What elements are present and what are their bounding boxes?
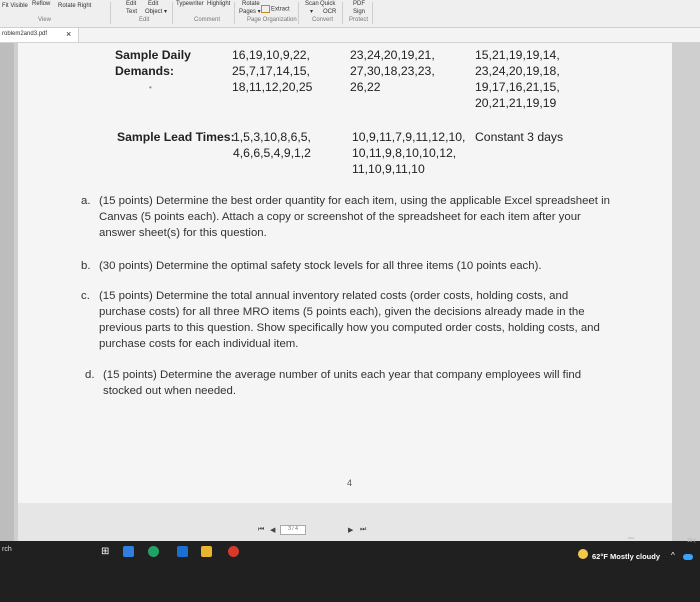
previous-page-icon[interactable]: ◀: [270, 527, 276, 534]
edit-object-button[interactable]: Object ▾: [145, 9, 168, 15]
question-b: [81, 258, 651, 276]
demand-line: 23,24,20,19,21,: [350, 48, 435, 62]
bullet-mark: •: [149, 83, 152, 92]
extract-icon: [261, 5, 270, 13]
question-line: Canvas (5 points each). Attach a copy or screenshot of the spreadsheet for each item after your: [99, 211, 581, 223]
clock-fragment[interactable]: 10:(: [687, 538, 696, 544]
scan-dropdown[interactable]: ▾: [310, 9, 314, 15]
pdf-sign-button-top[interactable]: PDF: [353, 1, 365, 7]
chevron-up-icon[interactable]: ^: [671, 551, 675, 560]
demand-line: 26,22: [350, 80, 381, 94]
question-letter: a.: [81, 195, 91, 207]
demand-line: 15,21,19,19,14,: [475, 48, 560, 62]
rotate-pages-button-top[interactable]: Rotate: [242, 1, 260, 7]
question-letter: d.: [85, 369, 95, 381]
file-explorer-icon[interactable]: [201, 546, 212, 557]
edit-group-label: Edit: [139, 17, 150, 23]
rotate-pages-button[interactable]: Pages ▾: [239, 9, 261, 15]
lead-column-2: [352, 129, 465, 177]
lead-line: 10,9,11,7,9,11,12,10,: [352, 130, 466, 144]
next-page-icon[interactable]: ▶: [348, 527, 354, 534]
demands-label-1: Sample Daily: [115, 48, 191, 62]
rotate-right-button[interactable]: Rotate Right: [58, 3, 92, 9]
edit-object-button-top[interactable]: Edit: [148, 1, 159, 7]
quick-ocr-button-top[interactable]: Quick: [320, 1, 336, 7]
question-line: (30 points) Determine the optimal safety stock levels for all three items (10 points each).: [99, 260, 542, 272]
lead-line: 11,10,9,11,10: [352, 162, 425, 176]
question-line: (15 points) Determine the total annual inventory related costs (order costs, holding costs, and: [99, 290, 569, 302]
extract-label: Extract: [271, 6, 290, 13]
convert-group-label: Convert: [312, 17, 334, 23]
document-tab-label: roblem2and3.pdf: [2, 31, 48, 37]
ribbon-toolbar: [0, 0, 700, 28]
first-page-icon[interactable]: ⏮: [258, 526, 265, 533]
question-line: purchase costs) for all three MRO items (5 points each), given the decisions already made in the: [99, 306, 585, 318]
edit-text-button-top[interactable]: Edit: [126, 1, 137, 7]
weather-status[interactable]: 62°F Mostly cloudy: [592, 552, 661, 561]
question-line: stocked out when needed.: [103, 385, 236, 397]
pdf-sign-button[interactable]: Sign: [353, 9, 366, 15]
lead-column-1: [233, 129, 311, 161]
demand-line: 19,17,16,21,15,: [475, 80, 560, 94]
task-view-icon[interactable]: ⊞: [101, 546, 110, 557]
fit-visible-button[interactable]: Fit Visible: [2, 3, 28, 9]
close-icon[interactable]: ×: [66, 29, 72, 39]
question-line: answer sheet(s) for this question.: [99, 227, 267, 239]
question-line: purchase costs for each individual item.: [99, 338, 299, 350]
demand-line: 27,30,18,23,23,: [350, 64, 435, 78]
scan-button[interactable]: Scan: [305, 1, 319, 7]
store-icon[interactable]: [123, 546, 134, 557]
question-line: (15 points) Determine the best order quantity for each item, using the applicable Excel spreadsheet in: [99, 195, 610, 207]
question-c: [81, 288, 651, 354]
edit-text-button[interactable]: Text: [126, 9, 138, 15]
page-navigation: [18, 526, 672, 540]
view-group-label: View: [38, 17, 51, 23]
demand-line: 20,21,21,19,19: [475, 96, 557, 110]
highlight-button[interactable]: Highlight: [207, 1, 231, 7]
demand-line: 23,24,20,19,18,: [475, 64, 560, 78]
demand-column-3: [475, 47, 560, 111]
left-panel-strip: [0, 43, 14, 541]
question-letter: b.: [81, 260, 91, 272]
edge-icon[interactable]: [148, 546, 159, 557]
extract-button[interactable]: [261, 5, 290, 14]
demand-column-1: [232, 47, 312, 95]
mail-icon[interactable]: [177, 546, 188, 557]
typewriter-button[interactable]: Typewriter: [176, 1, 204, 7]
demand-line: 16,19,10,9,22,: [232, 48, 310, 62]
question-letter: c.: [81, 290, 90, 302]
lead-line: 1,5,3,10,8,6,5,: [233, 130, 311, 144]
network-icon[interactable]: [683, 554, 693, 560]
search-box[interactable]: rch: [2, 546, 12, 553]
question-line: previous parts to this question. Show specifically how you computed order costs, holding costs, and: [99, 322, 600, 334]
lead-column-3: [475, 129, 563, 145]
question-a: [81, 193, 651, 245]
lead-line: 10,11,9,8,10,10,12,: [352, 146, 457, 160]
lead-times-label: Sample Lead Times:: [117, 130, 235, 144]
demand-line: 18,11,12,20,25: [232, 80, 313, 94]
document-tab-bar: [0, 28, 700, 43]
page-organization-label: Page Organization: [247, 17, 297, 23]
lead-line: 4,6,6,5,4,9,1,2: [233, 146, 311, 160]
system-tray-icons[interactable]: ▫▫▫: [628, 536, 635, 542]
last-page-icon[interactable]: ⏭: [360, 526, 367, 533]
page-number: 4: [347, 478, 353, 488]
pdf-app-icon[interactable]: [228, 546, 239, 557]
demand-line: 25,7,17,14,15,: [232, 64, 310, 78]
document-tab[interactable]: [0, 28, 79, 42]
demand-column-2: [350, 47, 435, 95]
comment-group-label: Comment: [194, 17, 221, 23]
question-line: (15 points) Determine the average number of units each year that company employees will find: [103, 369, 582, 381]
demands-label-2: Demands:: [115, 64, 174, 78]
quick-ocr-button[interactable]: OCR: [323, 9, 337, 15]
protect-group-label: Protect: [349, 17, 369, 23]
question-d: [85, 367, 655, 401]
reflow-button[interactable]: Reflow: [32, 1, 51, 7]
lead-line: Constant 3 days: [475, 130, 564, 144]
pdf-page: [18, 43, 672, 503]
page-number-field[interactable]: 3 / 4: [280, 525, 306, 535]
weather-icon[interactable]: [578, 549, 588, 559]
